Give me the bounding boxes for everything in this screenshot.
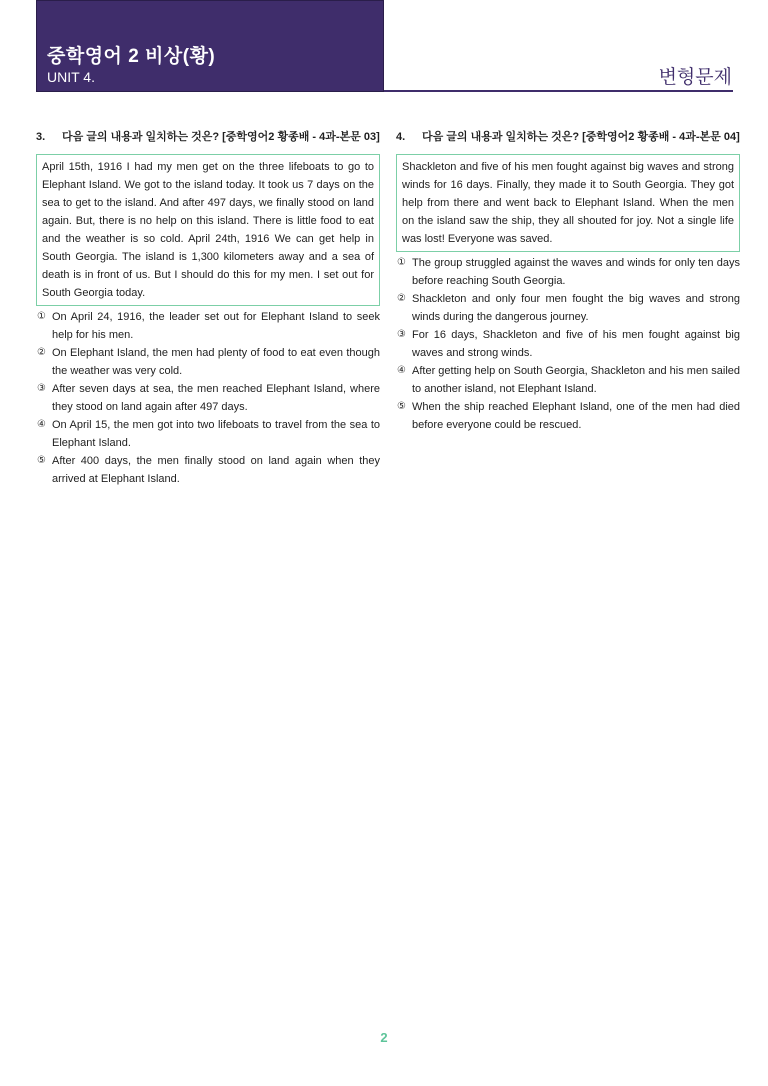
- option-mark: ⑤: [37, 455, 46, 466]
- question-prompt: 다음 글의 내용과 일치하는 것은? [중학영어2 황종배 - 4과-본문 03]: [62, 131, 380, 143]
- option-mark: ④: [37, 419, 46, 430]
- question-heading: [36, 128, 380, 146]
- option-text: The group struggled against the waves and winds for only ten days before reaching South Georgia.: [412, 257, 740, 287]
- answer-options: [396, 254, 740, 434]
- answer-options: [36, 308, 380, 488]
- option-mark: ①: [37, 311, 46, 322]
- option-mark: ②: [397, 293, 406, 304]
- option-mark: ②: [37, 347, 46, 358]
- answer-option-4[interactable]: [36, 416, 380, 452]
- option-text: On April 24, 1916, the leader set out for Elephant Island to seek help for his men.: [52, 311, 380, 341]
- header-unit: UNIT 4.: [47, 69, 95, 85]
- question-number: 3.: [36, 131, 46, 143]
- page-number: 2: [380, 1030, 388, 1045]
- option-text: After getting help on South Georgia, Shackleton and his men sailed to another island, not Elephant Island.: [412, 365, 740, 395]
- option-text: For 16 days, Shackleton and five of his men fought against big waves and strong winds.: [412, 329, 740, 359]
- header-title-box: [36, 0, 384, 92]
- option-text: On April 15, the men got into two lifeboats to travel from the sea to Elephant Island.: [52, 419, 380, 449]
- option-mark: ④: [397, 365, 406, 376]
- option-mark: ③: [397, 329, 406, 340]
- option-mark: ⑤: [397, 401, 406, 412]
- reading-passage: April 15th, 1916 I had my men get on the three lifeboats to go to Elephant Island. We got to the island today. It took us 7 days on the sea to get to the island. And after 497 days, we finally stood on land again. But, there is no help on this island. There is little food to eat and the weather is so cold. April 24th, 1916 We can get help in South Georgia. The island is 1,300 kilometers away and a sea of death is in front of us. But I should do this for my men. I set out for South Georgia today.: [36, 154, 380, 306]
- answer-option-3[interactable]: [36, 380, 380, 416]
- question-block-3: [36, 128, 380, 488]
- option-text: After seven days at sea, the men reached Elephant Island, where they stood on land again after 497 days.: [52, 383, 380, 413]
- option-text: On Elephant Island, the men had plenty of food to eat even though the weather was very cold.: [52, 347, 380, 377]
- option-text: When the ship reached Elephant Island, one of the men had died before everyone could be rescued.: [412, 401, 740, 431]
- answer-option-1[interactable]: [396, 254, 740, 290]
- option-text: Shackleton and only four men fought the big waves and strong winds during the dangerous journey.: [412, 293, 740, 323]
- answer-option-1[interactable]: [36, 308, 380, 344]
- answer-option-3[interactable]: [396, 326, 740, 362]
- header-section-label: 변형문제: [658, 67, 732, 88]
- option-mark: ③: [37, 383, 46, 394]
- question-heading: [396, 128, 740, 146]
- answer-option-2[interactable]: [396, 290, 740, 326]
- question-prompt: 다음 글의 내용과 일치하는 것은? [중학영어2 황종배 - 4과-본문 04]: [422, 131, 740, 143]
- answer-option-4[interactable]: [396, 362, 740, 398]
- header-title: 중학영어 2 비상(황): [47, 46, 216, 67]
- answer-option-2[interactable]: [36, 344, 380, 380]
- question-number: 4.: [396, 131, 406, 143]
- header-divider: [384, 90, 733, 92]
- answer-option-5[interactable]: [396, 398, 740, 434]
- answer-option-5[interactable]: [36, 452, 380, 488]
- option-mark: ①: [397, 257, 406, 268]
- question-block-4: [396, 128, 740, 434]
- option-text: After 400 days, the men finally stood on land again when they arrived at Elephant Island.: [52, 455, 380, 485]
- reading-passage: Shackleton and five of his men fought against big waves and strong winds for 16 days. Finally, they made it to South Georgia. They got help from there and went back to Elephant Island. When the men on the island saw the ship, they all shouted for joy. Not a single life was lost! Everyone was saved.: [396, 154, 740, 252]
